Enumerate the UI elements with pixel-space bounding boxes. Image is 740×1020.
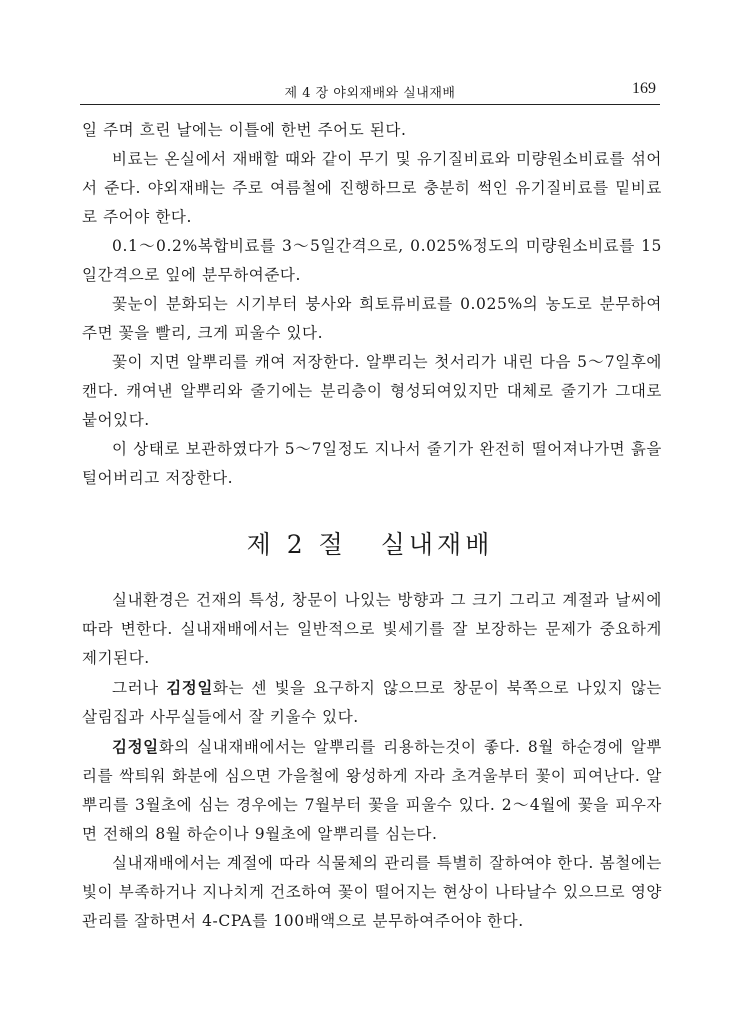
- section-title: 실내재배: [380, 530, 494, 559]
- page-number: 169: [632, 80, 656, 97]
- paragraph: 실내재배에서는 계절에 따라 식물체의 관리를 특별히 잘하여야 한다. 봄철에는 빛이 부족하거나 지나치게 건조하여 꽃이 떨어지는 현상이 나타날수 있으므로 영양관리를 잘하면서 4-CPA를 100배액으로 분무하여주어야 한다.: [82, 854, 662, 930]
- section-1-body: [82, 116, 662, 493]
- text-run: 화의 실내재배에서는 알뿌리를 리용하는것이 좋다. 8월 하순경에 알뿌리를 싹틔워 화분에 심으면 가을철에 왕성하게 자라 초겨울부터 꽃이 피여난다. 알뿌리를 3월초에 심는 경우에는 7월부터 꽃을 피울수 있다. 2～4월에 꽃을 피우자면 전해의 8월 하순이나 9월초에 알뿌리를 심는다.: [82, 738, 662, 843]
- section-number: 제 2 절: [246, 530, 347, 559]
- paragraph: 꽃이 지면 알뿌리를 캐여 저장한다. 알뿌리는 첫서리가 내린 다음 5～7일후에 캔다. 캐여낸 알뿌리와 줄기에는 분리층이 형성되여있지만 대체로 줄기가 그대로 붙어있다.: [82, 353, 662, 429]
- text-run: 화는 센 빛을 요구하지 않으므로 창문이 북쪽으로 나있지 않는 살림집과 사무실들에서 잘 키울수 있다.: [82, 679, 662, 726]
- text-run: 그러나: [112, 679, 167, 697]
- paragraph: 일 주며 흐린 날에는 이틀에 한번 주어도 된다.: [82, 121, 407, 139]
- emphasized-name: 김정일: [166, 678, 213, 697]
- page-header: [80, 80, 660, 105]
- section-heading: [0, 525, 740, 561]
- section-2-body: [82, 586, 662, 936]
- chapter-title: 제 4 장 야외재배와 실내재배: [284, 86, 456, 101]
- paragraph: 비료는 온실에서 재배할 때와 같이 무기 및 유기질비료와 미량원소비료를 섞어서 준다. 야외재배는 주로 여름철에 진행하므로 충분히 썩인 유기질비료를 밑비료로 주어야 한다.: [82, 150, 662, 226]
- paragraph: 실내환경은 건재의 특성, 창문이 나있는 방향과 그 크기 그리고 계절과 날씨에 따라 변한다. 실내재배에서는 일반적으로 빛세기를 잘 보장하는 문제가 중요하게 제기된다.: [82, 591, 662, 667]
- paragraph: 꽃눈이 분화되는 시기부터 붕사와 희토류비료를 0.025%의 농도로 분무하여주면 꽃을 빨리, 크게 피울수 있다.: [82, 295, 662, 342]
- emphasized-name: 김정일: [112, 737, 159, 756]
- paragraph: [82, 673, 662, 732]
- paragraph: [82, 732, 662, 849]
- paragraph: 0.1～0.2%복합비료를 3～5일간격으로, 0.025%정도의 미량원소비료를 15일간격으로 잎에 분무하여준다.: [82, 237, 662, 284]
- paragraph: 이 상태로 보관하였다가 5～7일정도 지나서 줄기가 완전히 떨어져나가면 흙을 털어버리고 저장한다.: [82, 440, 662, 487]
